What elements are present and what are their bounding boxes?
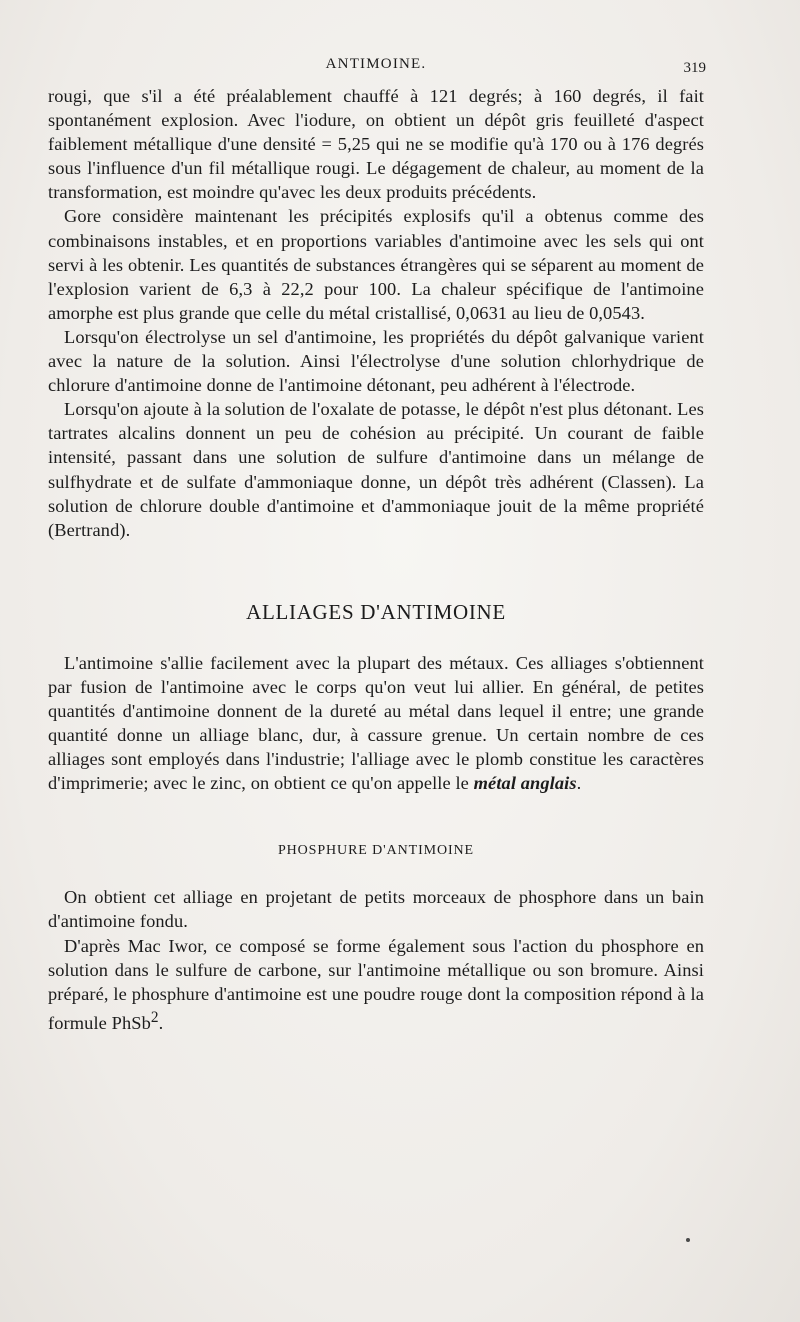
section-heading-alliages: ALLIAGES D'ANTIMOINE <box>246 599 506 624</box>
mac-iwor-end: . <box>158 1012 164 1033</box>
paragraph-mac-iwor <box>48 934 704 1036</box>
paragraph-phosphure-obtention: On obtient cet alliage en projetant de petits morceaux de phosphore dans un bain d'antimoine fondu. <box>48 887 704 932</box>
stray-ink-dot <box>686 1238 690 1242</box>
paragraph-gore: Gore considère maintenant les précipités explosifs qu'il a obtenus comme des combinaisons instables, et en proportions variables d'antimoine avec les sels qui ont servi à les obtenir. Les quantités de substances étrangères qui se séparent au moment de l'explosion varient de 6,3 à 22,2 pour 100. La chaleur spécifique de l'antimoine amorphe est plus grande que celle du métal cristallisé, 0,0631 au lieu de 0,0543. <box>48 206 704 323</box>
formula-superscript: 2 <box>150 1008 159 1026</box>
alliages-end: . <box>576 773 582 794</box>
metal-anglais-term: métal anglais <box>473 773 577 794</box>
section-heading-phosphure: PHOSPHURE D'ANTIMOINE <box>277 843 475 859</box>
paragraph-alliages <box>48 651 704 796</box>
text-block <box>48 84 704 1035</box>
paragraph-electrolyse: Lorsqu'on électrolyse un sel d'antimoine, les propriétés du dépôt galvanique varient avec la nature de la solution. Ainsi l'électrolyse d'une solution chlorhydrique de chlorure d'antimoine donne de l'antimoine détonant, peu adhérent à l'électrode. <box>48 326 704 396</box>
mac-iwor-text: D'après Mac Iwor, ce composé se forme également sous l'action du phosphore en solution dans le sulfure de carbone, sur l'antimoine métallique ou son bromure. Ainsi préparé, le phosphure d'antimoine est une poudre rouge dont la composition répond à la formule PhSb <box>48 935 704 1033</box>
running-title: ANTIMOINE. <box>325 56 427 72</box>
paragraph-oxalate: Lorsqu'on ajoute à la solution de l'oxalate de potasse, le dépôt n'est plus détonant. Les tartrates alcalins donnent un peu de cohésion au précipité. Un courant de faible intensité, passant dans une solution de sulfure d'antimoine dans un mélange de sulfhydrate et de sulfate d'ammoniaque donne, un dépôt très adhérent (Classen). La solution de chlorure double d'antimoine et d'ammoniaque jouit de la même propriété (Bertrand). <box>48 399 704 540</box>
paragraph-continued: rougi, que s'il a été préalablement chauffé à 121 degrés; à 160 degrés, il fait spontanément explosion. Avec l'iodure, on obtient un dépôt gris feuilleté d'aspect faiblement métallique d'une densité = 5,25 qui ne se modifie qu'à 170 ou à 176 degrés sous l'influence d'un fil métallique rougi. Le dégagement de chaleur, au moment de la transformation, est moindre qu'avec les deux produits précédents. <box>48 86 704 203</box>
page-number: 319 <box>683 60 706 76</box>
running-head <box>48 52 704 82</box>
alliages-text: L'antimoine s'allie facilement avec la plupart des métaux. Ces alliages s'obtiennent par fusion de l'antimoine avec le corps qu'on veut lui allier. En général, de petites quantités d'antimoine donnent de la dureté au métal dans lequel il entre; une grande quantité donne un alliage blanc, dur, à cassure grenue. Un certain nombre de ces alliages sont employés dans l'industrie; l'alliage avec le plomb constitue les caractères d'imprimerie; avec le zinc, on obtient ce qu'on appelle le <box>48 652 704 794</box>
